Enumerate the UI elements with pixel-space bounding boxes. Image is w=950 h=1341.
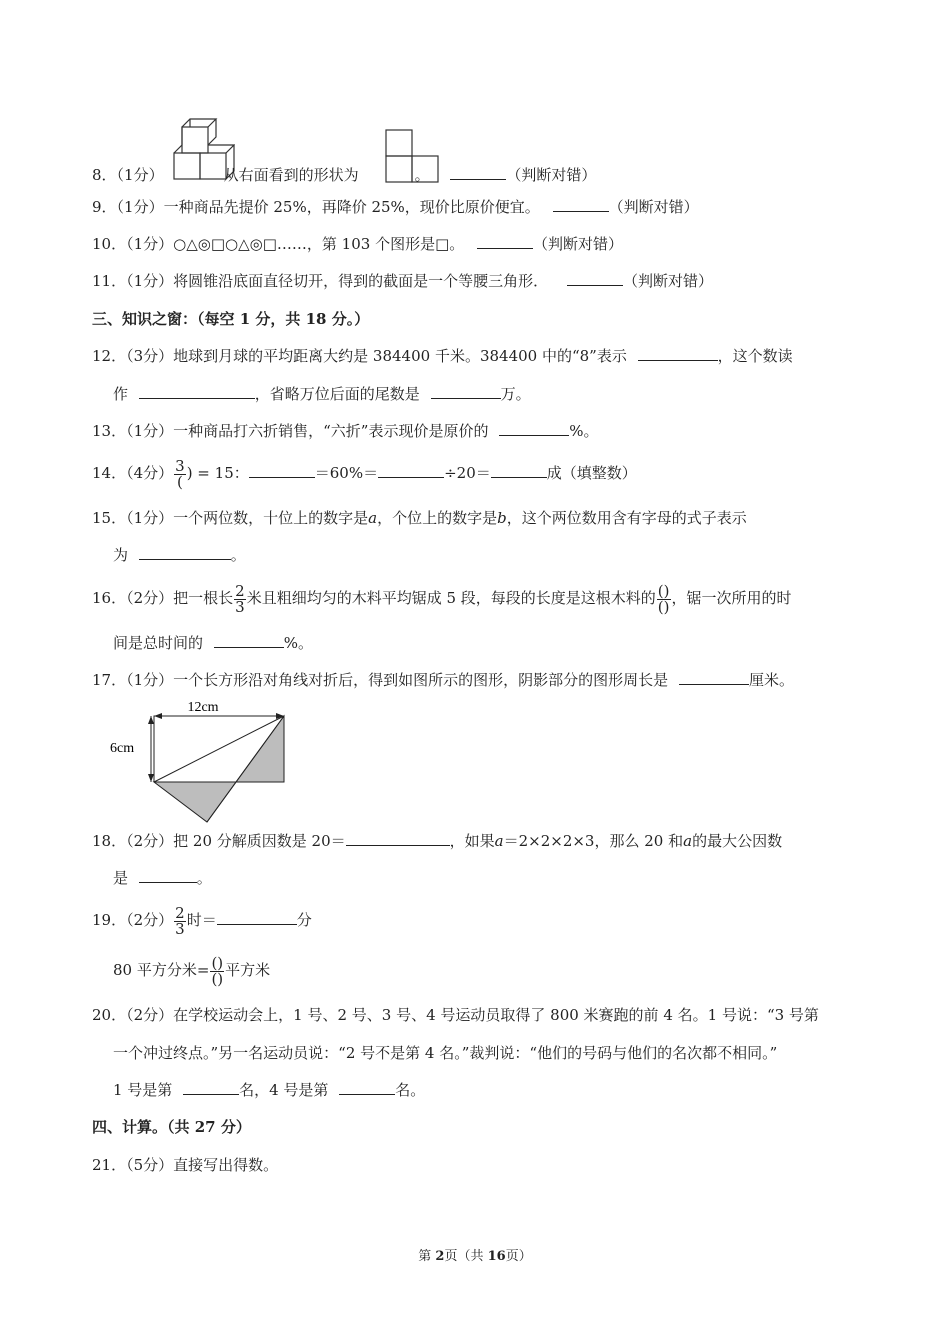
- answer-blank[interactable]: [183, 1080, 239, 1095]
- height-label: 6cm: [110, 741, 135, 756]
- answer-blank[interactable]: [567, 271, 623, 286]
- question-18: 18．（2分）把 20 分解质因数是 20＝ ，如果a＝2×2×2×3，那么 20 和a的最大公因数: [92, 832, 783, 850]
- question-10: 10．（1分）○△◎□○△◎□……，第 103 个图形是□。 （判断对错）: [92, 235, 624, 253]
- answer-blank[interactable]: [553, 197, 609, 212]
- answer-blank[interactable]: [139, 868, 197, 883]
- question-19-line-2: 80 平方分米= $\frac{()}{()}$ 平方米: [113, 953, 271, 988]
- question-13: 13．（1分）一种商品打六折销售，“六折”表示现价是原价的 %。: [92, 422, 599, 440]
- answer-blank[interactable]: [217, 910, 297, 925]
- question-9: 9．（1分）一种商品先提价 25%，再降价 25%，现价比原价便宜。 （判断对错）: [92, 198, 699, 216]
- folded-rectangle-figure: [108, 694, 308, 828]
- answer-blank[interactable]: [339, 1080, 395, 1095]
- question-20-line-3: 1 号是第 名，4 号是第 名。: [113, 1081, 426, 1099]
- question-12: 12．（3分）地球到月球的平均距离大约是 384400 千米。384400 中的“8”表示 ，这个数读: [92, 347, 793, 365]
- question-11: 11．（1分）将圆锥沿底面直径切开，得到的截面是一个等腰三角形． （判断对错）: [92, 272, 713, 290]
- page-footer: 第 2页（共 16页）: [418, 1249, 532, 1264]
- answer-blank[interactable]: [431, 384, 501, 399]
- question-15-line-2: 为 。: [113, 546, 246, 564]
- fraction: $\frac{3}{(}$: [175, 456, 185, 491]
- question-20-line-2: 一个冲过终点。”另一名运动员说：“2 号不是第 4 名。”裁判说：“他们的号码与他们的名次都不相同。”: [113, 1044, 778, 1062]
- section-4-heading: 四、计算。（共 27 分）: [92, 1118, 251, 1136]
- question-18-line-2: 是 。: [113, 869, 212, 887]
- answer-blank[interactable]: [139, 384, 255, 399]
- answer-blank[interactable]: [450, 165, 506, 180]
- question-8: 8．（1分） 从右面看到的形状为 。 （判断对错）: [92, 166, 597, 184]
- width-label: 12cm: [187, 700, 219, 715]
- question-16: 16．（2分）把一根长 $\frac{2}{3}$ 米且粗细均匀的木料平均锯成 5 段，每段的长度是这根木料的 $\frac{()}{()}$ ，锯一次所用的时: [92, 581, 792, 616]
- answer-blank[interactable]: [679, 670, 749, 685]
- section-3-heading: 三、知识之窗：（每空 1 分，共 18 分。）: [92, 310, 370, 328]
- question-12-line-2: 作 ，省略万位后面的尾数是 万。: [113, 385, 531, 403]
- question-17: 17．（1分）一个长方形沿对角线对折后，得到如图所示的图形，阴影部分的图形周长是 厘米。: [92, 671, 794, 689]
- answer-blank[interactable]: [638, 346, 718, 361]
- fraction: $\frac{2}{3}$: [235, 581, 245, 616]
- answer-blank[interactable]: [214, 633, 284, 648]
- question-21: 21．（5分）直接写出得数。: [92, 1156, 279, 1174]
- answer-blank[interactable]: [346, 831, 450, 846]
- question-20: 20．（2分）在学校运动会上，1 号、2 号、3 号、4 号运动员取得了 800 米赛跑的前 4 名。1 号说：“3 号第: [92, 1006, 819, 1024]
- answer-blank[interactable]: [378, 463, 444, 478]
- question-19: 19．（2分） $\frac{2}{3}$ 时＝ 分: [92, 903, 312, 938]
- answer-blank[interactable]: [477, 234, 533, 249]
- fraction-blank[interactable]: $\frac{()}{()}$: [657, 581, 670, 616]
- question-14: 14．（4分） $\frac{3}{(}$ ) = 15： ＝60%＝ ÷20＝ 成（填整数）: [92, 456, 637, 491]
- answer-blank[interactable]: [249, 463, 315, 478]
- fraction: $\frac{2}{3}$: [175, 903, 185, 938]
- fraction-blank[interactable]: $\frac{()}{()}$: [211, 953, 224, 988]
- answer-blank[interactable]: [491, 463, 547, 478]
- question-16-line-2: 间是总时间的 %。: [113, 634, 314, 652]
- answer-blank[interactable]: [139, 545, 231, 560]
- question-15: 15．（1分）一个两位数，十位上的数字是a，个位上的数字是b，这个两位数用含有字母的式子表示: [92, 509, 747, 527]
- answer-blank[interactable]: [499, 421, 569, 436]
